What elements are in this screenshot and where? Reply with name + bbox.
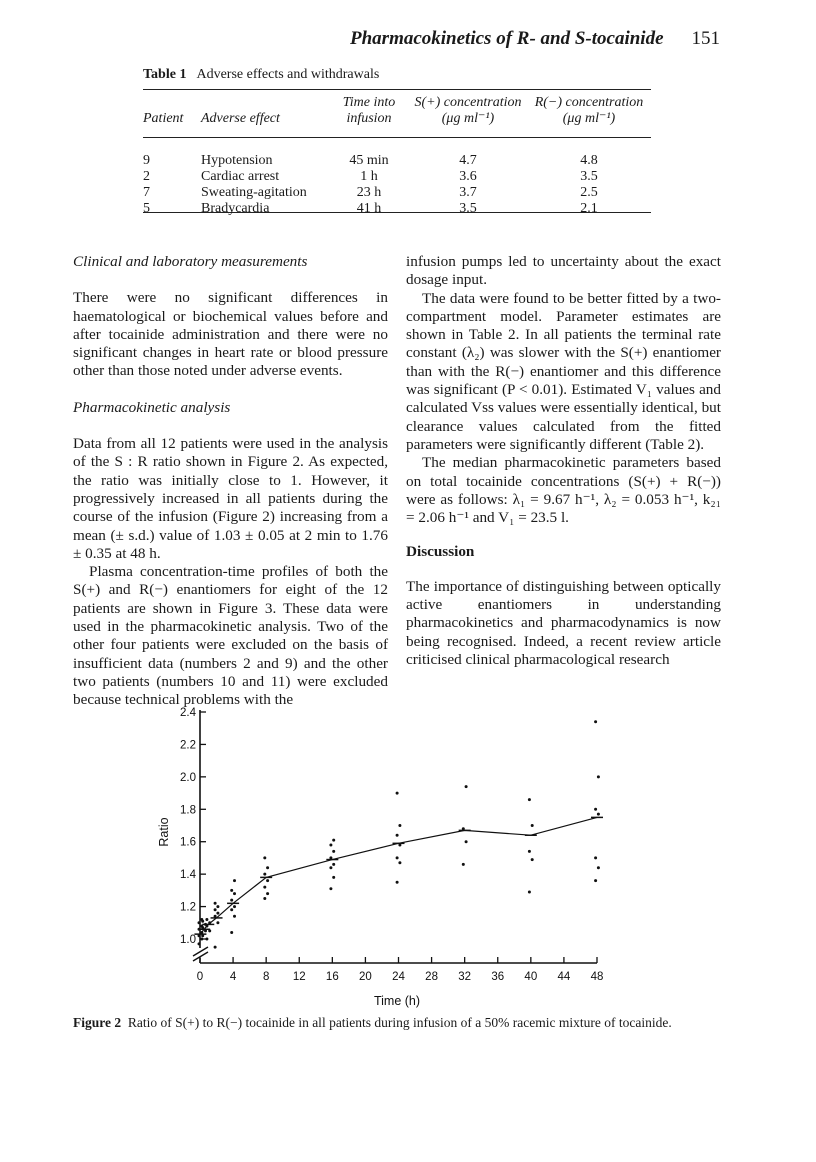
table-row	[143, 185, 651, 201]
right-column	[406, 253, 721, 669]
data-point	[208, 929, 211, 932]
data-point	[465, 840, 468, 843]
x-tick-label: 48	[590, 971, 604, 983]
section-heading-pharmacokinetic: Pharmacokinetic analysis	[73, 398, 231, 416]
cell-s: 3.6	[459, 169, 477, 184]
data-point	[230, 931, 233, 934]
data-point	[332, 863, 335, 866]
data-point	[233, 915, 236, 918]
data-point	[214, 946, 217, 949]
section-heading-clinical: Clinical and laboratory measurements	[73, 253, 308, 270]
running-head	[0, 28, 720, 50]
running-head-title: Pharmacokinetics of R- and S-tocainide	[350, 28, 664, 49]
table-title: Adverse effects and withdrawals	[196, 67, 380, 82]
paragraph: Data from all 12 patients were used in the analysis of the S : R ratio shown in Figure 2. As expected, the ratio was initially close to 1. However, it progressively increased in all patients during the course of the infusion (Figure 2) increasing from a mean (± s.d.) value of 1.03 ± 0.05 at 2 min to 1.76 ± 0.35 at 48 h.	[73, 435, 388, 562]
data-point	[198, 934, 201, 937]
table-top-rule	[143, 89, 651, 90]
data-point	[597, 775, 600, 778]
cell-patient: 2	[143, 169, 150, 184]
header-r-concentration	[527, 95, 651, 135]
header-s-concentration	[409, 95, 527, 135]
data-point	[594, 856, 597, 859]
data-point	[233, 892, 236, 895]
header-time	[329, 95, 409, 135]
data-point	[200, 931, 203, 934]
data-point	[214, 908, 217, 911]
page-number: 151	[691, 28, 720, 49]
cell-effect: Sweating-agitation	[201, 185, 307, 200]
data-point	[204, 929, 207, 932]
cell-time: 41 h	[356, 201, 382, 216]
data-point	[332, 876, 335, 879]
x-axis-label: Time (h)	[373, 994, 421, 1008]
data-point	[398, 824, 401, 827]
data-point	[329, 844, 332, 847]
data-point	[230, 908, 233, 911]
cell-patient: 5	[143, 201, 150, 216]
header-patient: Patient	[143, 111, 184, 126]
data-point	[233, 905, 236, 908]
paragraph: The importance of distinguishing between optically active enantiomers in understanding pharmacokinetics and pharmacodynamics is now being recognised. Indeed, a recent review article criticised clinical pharmacological research	[406, 577, 721, 668]
cell-time: 45 min	[349, 153, 389, 168]
data-point	[332, 850, 335, 853]
cell-r: 3.5	[580, 169, 598, 184]
data-point	[528, 850, 531, 853]
x-tick-label: 0	[196, 971, 204, 983]
data-point	[396, 792, 399, 795]
data-point	[398, 861, 401, 864]
table-caption	[143, 67, 379, 83]
data-point	[266, 866, 269, 869]
data-point	[528, 891, 531, 894]
y-tick-label: 2.0	[180, 771, 196, 784]
header-r-line1: R(−) concentration	[534, 95, 644, 110]
data-point	[531, 824, 534, 827]
cell-patient: 7	[143, 185, 150, 200]
data-point	[198, 928, 201, 931]
data-point	[398, 844, 401, 847]
x-tick-label: 16	[325, 971, 339, 983]
table-row	[143, 169, 651, 185]
header-r-line2: (μg ml⁻¹)	[562, 111, 616, 126]
data-point	[594, 808, 597, 811]
cell-effect: Bradycardia	[201, 201, 270, 216]
cell-r: 4.8	[580, 153, 598, 168]
y-tick-label: 1.8	[180, 804, 196, 817]
paragraph: There were no significant differences in haematological or biochemical values before and after tocainide administration and there were no significant changes in heart rate or blood pressure other than those noted under adverse events.	[73, 289, 388, 380]
data-points	[198, 720, 600, 948]
data-point	[201, 926, 204, 929]
header-s-line1: S(+) concentration	[414, 95, 522, 110]
data-point	[216, 905, 219, 908]
data-point	[230, 899, 233, 902]
data-point	[216, 921, 219, 924]
cell-r: 2.5	[580, 185, 598, 200]
data-point	[396, 881, 399, 884]
data-point	[266, 892, 269, 895]
paragraph: The data were found to be better fitted by a two-compartment model. Parameter estimates are shown in Table 2. In all patients the terminal rate constant (λ₂) was slower with the S(+) enantiomer than with the R(−) enantiomer and this difference was significant (P < 0.01). Estimated V₁ values and calculated Vss values were essentially identical, but clearance values calculated from the fitted parameters were significantly different (Table 2).	[406, 289, 721, 453]
data-point	[205, 918, 208, 921]
header-s-line2: (μg ml⁻¹)	[441, 111, 495, 126]
x-tick-label: 8	[262, 971, 270, 983]
y-tick-label: 1.0	[180, 934, 196, 946]
data-point	[208, 921, 211, 924]
mean-line	[194, 817, 603, 934]
data-point	[263, 856, 266, 859]
data-point	[263, 873, 266, 876]
data-point	[263, 886, 266, 889]
data-point	[201, 934, 204, 937]
data-point	[205, 925, 208, 928]
x-tick-label: 32	[458, 971, 472, 983]
table-row	[143, 201, 651, 217]
cell-time: 23 h	[356, 185, 382, 200]
table-header-row	[143, 95, 651, 135]
chart-axes	[193, 710, 597, 963]
cell-r: 2.1	[580, 201, 598, 216]
data-point	[214, 915, 217, 918]
data-point	[594, 879, 597, 882]
left-column	[73, 253, 388, 710]
cell-effect: Hypotension	[201, 153, 273, 168]
table-label: Table 1	[143, 67, 187, 82]
x-tick-label: 20	[359, 971, 372, 983]
x-tick-label: 12	[292, 971, 306, 983]
adverse-effects-table	[143, 95, 651, 217]
header-time-line1: Time into	[342, 95, 396, 110]
data-point	[396, 834, 399, 837]
x-tick-label: 44	[557, 971, 571, 983]
cell-effect: Cardiac arrest	[201, 169, 280, 184]
cell-patient: 9	[143, 153, 150, 168]
data-point	[531, 858, 534, 861]
x-tick-label: 36	[491, 971, 505, 983]
data-point	[332, 839, 335, 842]
y-tick-label: 2.4	[180, 707, 196, 719]
cell-s: 3.7	[459, 185, 477, 200]
paragraph: Plasma concentration-time profiles of both the S(+) and R(−) enantiomers for eight of the 12 patients are shown in Figure 3. These data were used in the pharmacokinetic analysis. Two of the other four patients were excluded on the basis of insufficient data (numbers 2 and 9) and the other two patients (numbers 10 and 11) were excluded because technical problems with the	[73, 563, 388, 709]
data-point	[263, 897, 266, 900]
data-point	[214, 902, 217, 905]
data-point	[396, 856, 399, 859]
data-point	[216, 912, 219, 915]
cell-s: 4.7	[459, 153, 477, 168]
data-point	[266, 879, 269, 882]
data-point	[329, 856, 332, 859]
data-point	[230, 889, 233, 892]
figure-caption	[73, 1014, 723, 1031]
data-point	[462, 827, 465, 830]
x-tick-label: 4	[229, 971, 237, 983]
data-point	[528, 798, 531, 801]
data-point	[329, 866, 332, 869]
data-point	[200, 938, 203, 941]
figure-caption-text: Ratio of S(+) to R(−) tocainide in all patients during infusion of a 50% racemic mixture of tocainide.	[127, 1015, 672, 1030]
data-point	[597, 866, 600, 869]
data-point	[462, 863, 465, 866]
figure-2-chart	[0, 700, 816, 1012]
header-time-line2: infusion	[346, 111, 392, 126]
data-point	[597, 813, 600, 816]
axis-break-mark	[193, 947, 208, 956]
mean-ratio-line	[200, 817, 597, 934]
data-point	[594, 720, 597, 723]
cell-s: 3.5	[459, 201, 477, 216]
data-point	[465, 785, 468, 788]
x-tick-label: 28	[425, 971, 438, 983]
figure-label: Figure 2	[73, 1015, 122, 1030]
y-tick-labels	[180, 707, 197, 946]
paragraph: infusion pumps led to uncertainty about the exact dosage input.	[406, 253, 721, 289]
y-tick-label: 1.2	[180, 901, 196, 914]
y-tick-label: 1.6	[180, 836, 196, 849]
data-point	[233, 879, 236, 882]
x-tick-label: 40	[524, 971, 538, 983]
header-adverse-effect: Adverse effect	[201, 111, 280, 126]
y-tick-label: 1.4	[180, 869, 196, 882]
x-tick-labels	[197, 971, 604, 983]
data-point	[329, 887, 332, 890]
data-point	[201, 920, 204, 923]
y-tick-label: 2.2	[180, 739, 196, 752]
paragraph: The median pharmacokinetic parameters based on total tocainide concentrations (S(+) + R(−)) were as follows: λ₁ = 9.67 h⁻¹, λ₂ = 0.053 h⁻¹, k₂₁ = 2.06 h⁻¹ and V₁ = 23.5 l.	[406, 454, 721, 527]
x-tick-label: 24	[392, 971, 405, 983]
data-point	[198, 942, 201, 945]
section-heading-discussion: Discussion	[406, 543, 475, 561]
y-axis-label: Ratio	[157, 817, 171, 847]
table-row	[143, 135, 651, 169]
data-point	[198, 921, 201, 924]
data-point	[205, 938, 208, 941]
cell-time: 1 h	[360, 169, 378, 184]
